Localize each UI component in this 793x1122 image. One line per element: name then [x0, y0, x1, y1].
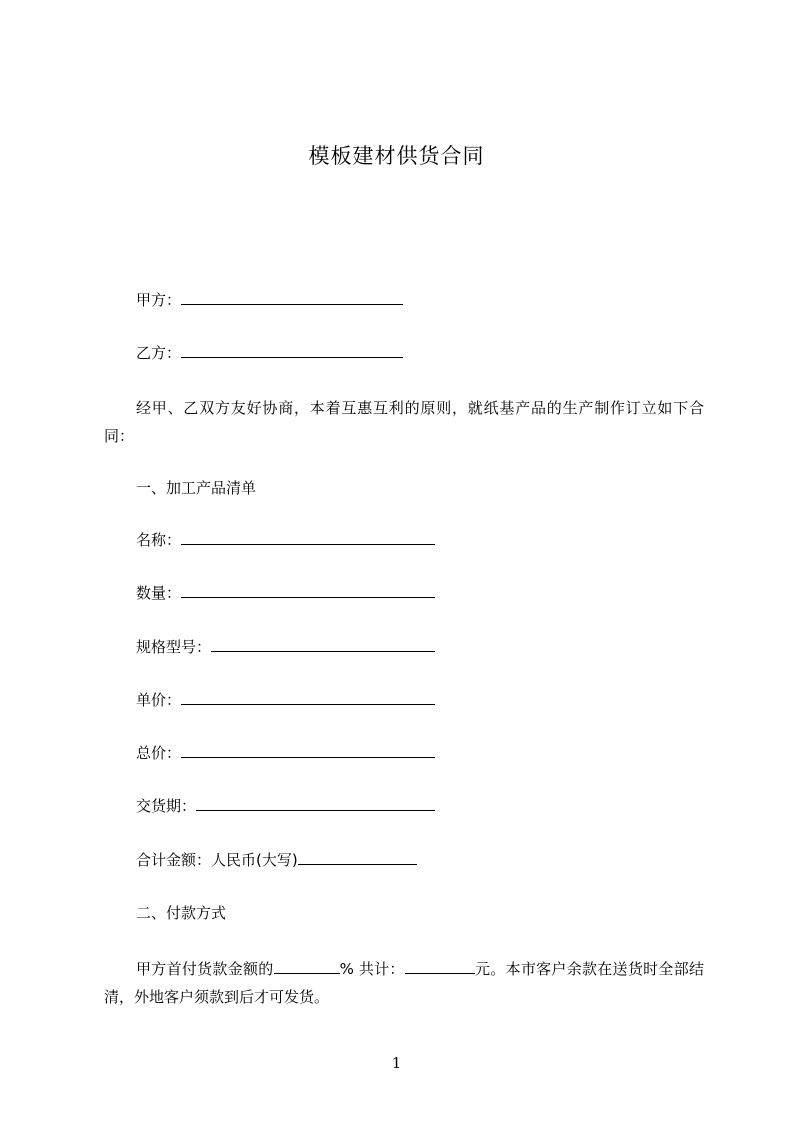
payment-text-2: % 共计： — [339, 960, 405, 978]
payment-paragraph — [104, 955, 704, 1011]
amount-label: 合计金额：人民币(大写) — [136, 851, 298, 869]
spec-label: 规格型号： — [136, 638, 212, 656]
party-a-label: 甲方： — [136, 291, 182, 309]
quantity-label: 数量： — [136, 584, 182, 602]
quantity-blank — [181, 583, 435, 598]
total-price-field-line — [136, 743, 435, 763]
party-a-blank — [181, 290, 403, 305]
total-price-label: 总价： — [136, 744, 182, 762]
payment-percent-blank — [274, 959, 340, 974]
section2-heading: 二、付款方式 — [136, 904, 227, 922]
spec-field-line — [136, 637, 435, 657]
payment-text-3: 元。本市客户余款在送货时全部结清，外地客户须款到后才可发货。 — [104, 960, 704, 1006]
name-blank — [181, 530, 435, 545]
payment-text-1: 甲方首付货款金额的 — [136, 960, 274, 978]
party-b-blank — [181, 343, 403, 358]
amount-blank — [298, 850, 417, 865]
unit-price-label: 单价： — [136, 691, 182, 709]
unit-price-blank — [181, 690, 435, 705]
party-b-label: 乙方： — [136, 344, 182, 362]
spec-blank — [211, 637, 435, 652]
unit-price-field-line — [136, 690, 435, 710]
delivery-label: 交货期： — [136, 797, 197, 815]
party-a-line — [136, 290, 403, 310]
name-label: 名称： — [136, 531, 182, 549]
intro-paragraph: 经甲、乙双方友好协商，本着互惠互利的原则，就纸基产品的生产制作订立如下合同： — [104, 399, 704, 445]
section1-heading: 一、加工产品清单 — [136, 479, 257, 497]
amount-field-line — [136, 850, 417, 870]
quantity-field-line — [136, 583, 435, 603]
page-number: 1 — [391, 1054, 402, 1072]
total-price-blank — [181, 743, 435, 758]
delivery-blank — [196, 796, 435, 811]
delivery-field-line — [136, 796, 435, 816]
name-field-line — [136, 530, 435, 550]
page-title: 模板建材供货合同 — [308, 144, 485, 168]
party-b-line — [136, 343, 403, 363]
payment-total-blank — [405, 959, 475, 974]
